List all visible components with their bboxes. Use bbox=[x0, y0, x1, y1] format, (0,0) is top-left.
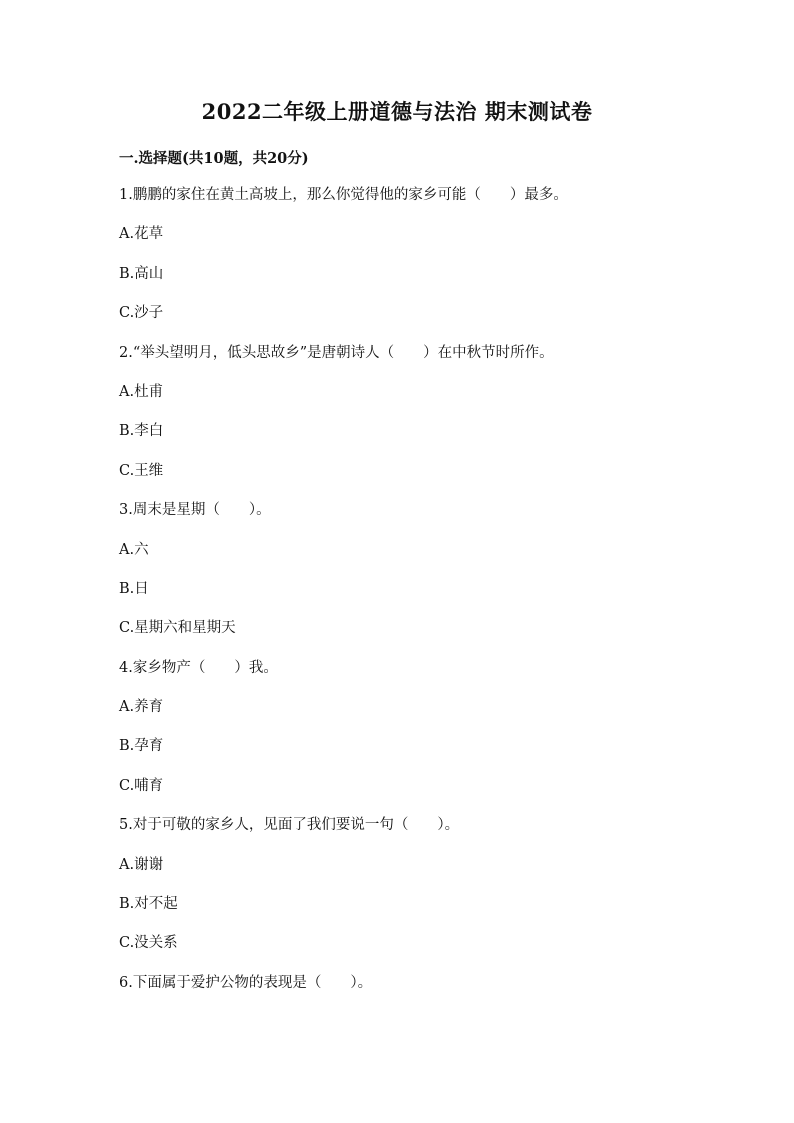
question-list bbox=[119, 182, 719, 1009]
question-2-stem: 2.“举头望明月，低头思故乡”是唐朝诗人（ ）在中秋节时所作。 bbox=[119, 344, 554, 361]
question-1-stem: 1.鹏鹏的家住在黄土高坡上，那么你觉得他的家乡可能（ ）最多。 bbox=[119, 187, 568, 203]
question-4-option-b: B.孕育 bbox=[119, 738, 164, 755]
question-2-option-c: C.王维 bbox=[119, 462, 164, 479]
question-5-option-a: A.谢谢 bbox=[119, 856, 164, 873]
question-5-option-c: C.没关系 bbox=[119, 935, 178, 952]
question-1-option-b: B.高山 bbox=[119, 265, 164, 282]
page-title: 2022二年级上册道德与法治 期末测试卷 bbox=[201, 99, 593, 124]
question-3-option-b: B.日 bbox=[119, 580, 149, 597]
question-3-stem: 3.周末是星期（ ）。 bbox=[119, 502, 271, 519]
question-1-option-c: C.沙子 bbox=[119, 305, 164, 322]
question-4-stem: 4.家乡物产（ ）我。 bbox=[119, 659, 278, 676]
question-3-option-c: C.星期六和星期天 bbox=[119, 620, 236, 637]
question-1-option-a: A.花草 bbox=[119, 226, 164, 243]
question-5-option-b: B.对不起 bbox=[119, 896, 178, 913]
question-6-stem: 6.下面属于爱护公物的表现是（ ）。 bbox=[119, 974, 373, 991]
question-2-option-b: B.李白 bbox=[119, 423, 164, 440]
question-2-option-a: A.杜甫 bbox=[119, 383, 164, 400]
question-4-option-c: C.哺育 bbox=[119, 777, 164, 794]
section-heading: 一.选择题(共10题，共20分) bbox=[119, 150, 309, 167]
question-3-option-a: A.六 bbox=[119, 541, 149, 558]
question-5-stem: 5.对于可敬的家乡人，见面了我们要说一句（ ）。 bbox=[119, 817, 460, 834]
question-4-option-a: A.养育 bbox=[119, 699, 164, 716]
